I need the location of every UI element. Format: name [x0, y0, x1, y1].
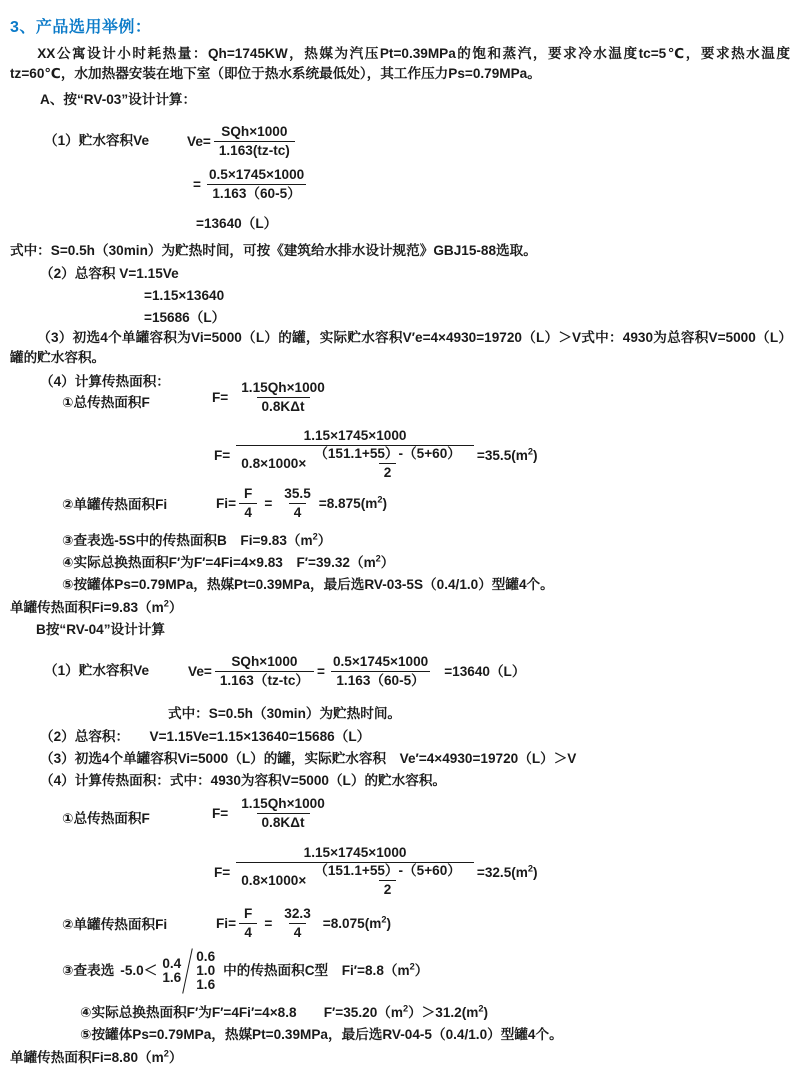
denominator: 4: [289, 503, 307, 521]
b-f2-inner-fraction: [309, 863, 466, 897]
a-step2-label: （2）总容积 V=1.15Ve: [40, 266, 179, 281]
b-table-prefix: ③查表选: [62, 963, 115, 979]
b-step1-eq2: =: [316, 664, 325, 680]
numerator: 1.15×1745×1000: [303, 845, 407, 861]
denominator: 0.8KΔt: [257, 813, 310, 831]
a-step1-fraction-2: [204, 167, 309, 201]
a-f1-label: ①总传热面积F: [62, 395, 150, 410]
numerator: 1.15×1745×1000: [303, 428, 407, 444]
b-f2-outer-fraction: [236, 845, 474, 898]
a-fi-formula: [216, 487, 387, 521]
denominator: [236, 445, 474, 481]
a-step2-line2: =1.15×13640: [144, 288, 225, 303]
b-step1-fraction-1: [215, 654, 314, 688]
a-step1-lhs: Ve=: [187, 134, 211, 150]
section-b-title: B按“RV-04”设计计算: [36, 622, 165, 637]
a-fi-fraction-1: [239, 486, 257, 520]
denominator: 1.163(tz-tc): [214, 141, 295, 159]
b-f1-lhs: F=: [212, 806, 229, 822]
denominator: 1.163（60-5）: [331, 671, 429, 689]
divider-bar-icon: [182, 948, 193, 993]
a-step5-select: ⑤按罐体Ps=0.79MPa，热媒Pt=0.39MPa，最后选RV-03-5S（0.4/1.0）型罐4个。: [62, 577, 554, 592]
section-heading: 3、产品选用举例：: [10, 19, 152, 36]
b-step1-formula: [188, 655, 525, 689]
denominator: 1.163（60-5）: [207, 184, 305, 202]
denominator: 4: [239, 503, 257, 521]
b-step1-result: =13640（L）: [444, 664, 526, 680]
a-fi-label: ②单罐传热面积Fi: [62, 497, 168, 512]
b-table-stack-left: 0.4 1.6: [162, 956, 182, 985]
denominator: 4: [289, 923, 307, 941]
a-f1-lhs: F=: [212, 390, 229, 406]
a-step1-result: =13640（L）: [196, 216, 278, 231]
numerator: 35.5: [284, 486, 311, 502]
denominator: 4: [239, 923, 257, 941]
b-step3: （3）初选4个单罐容积Vi=5000（L）的罐，实际贮水容积 Ve′=4×4930=19720（L）＞V: [40, 751, 577, 766]
b-footer: 单罐传热面积$Fi=8.80(m^2)$: [10, 1048, 183, 1065]
a-fi-eq: =: [264, 496, 273, 512]
a-f2-den-prefix: 0.8×1000×: [241, 456, 307, 472]
b-step4-actual: ④实际总换热面积F′为F′=4Fi′=4×8.8 $F'=35.20(m^2)>31.2(m^2)$: [80, 1003, 489, 1020]
a-f1-formula: [212, 381, 333, 415]
numerator: 32.3: [284, 906, 311, 922]
a-f2-inner-fraction: [309, 446, 466, 480]
denominator: 0.8KΔt: [257, 397, 310, 415]
b-fi-formula: [216, 907, 391, 941]
numerator: 0.5×1745×1000: [208, 167, 305, 183]
numerator: 0.5×1745×1000: [332, 654, 429, 670]
a-step1-formula-2: [193, 168, 312, 202]
a-step3: （3）初选4个单罐容积为Vi=5000（L）的罐，实际贮水容积V′e=4×4930=19720（L）＞V式中：4930为总容积V=5000（L）罐的贮水容积。: [10, 330, 792, 365]
b-f2-formula: [214, 846, 538, 899]
a-f1-fraction: [236, 380, 330, 414]
numerator: F: [244, 486, 253, 502]
numerator: SQh×1000: [221, 124, 288, 140]
denominator: 2: [379, 463, 397, 481]
a-step1-formula: [187, 125, 298, 159]
denominator: 1.163（tz-tc）: [215, 671, 314, 689]
b-f1-formula: [212, 797, 333, 831]
a-footer: 单罐传热面积$Fi=9.83(m^2)$: [10, 598, 183, 615]
a-f2-outer-fraction: [236, 428, 474, 481]
b-f2-den-prefix: 0.8×1000×: [241, 873, 307, 889]
b-step5-select: ⑤按罐体Ps=0.79MPa，热媒Pt=0.39MPa，最后选RV-04-5（0.4/1.0）型罐4个。: [80, 1027, 563, 1042]
b-note-1: 式中：S=0.5h（30min）为贮热时间。: [168, 706, 402, 721]
b-table-select-row: [62, 948, 428, 994]
b-table-stack-right: 0.6 1.0 1.6: [196, 949, 216, 992]
a-fi-result: $=8.875(m^2)$: [318, 494, 388, 512]
a-step4-label: （4）计算传热面积：: [40, 374, 170, 389]
b-f2-lhs: F=: [214, 864, 231, 880]
a-note-1: 式中：S=0.5h（30min）为贮热时间，可按《建筑给水排水设计规范》GBJ15-88选取。: [10, 243, 537, 258]
a-step1-fraction-1: [214, 124, 295, 158]
b-step4: （4）计算传热面积：式中：4930为容积V=5000（L）的贮水容积。: [40, 773, 447, 788]
b-step1-label: （1）贮水容积Ve: [44, 663, 149, 678]
b-fi-eq: =: [264, 916, 273, 932]
numerator: （151.1+55）-（5+60）: [314, 863, 461, 879]
numerator: 1.15Qh×1000: [241, 380, 325, 396]
numerator: （151.1+55）-（5+60）: [314, 446, 461, 462]
b-f2-result: $=32.5(m^2)$: [476, 863, 538, 880]
b-fi-fraction-1: [239, 906, 257, 940]
a-step2-line3: =15686（L）: [144, 310, 226, 325]
section-a-title: A、按“RV-03”设计计算：: [40, 92, 197, 107]
denominator: 2: [379, 880, 397, 898]
b-f1-fraction: [236, 796, 330, 830]
b-fi-result: $=8.075(m^2)$: [322, 914, 392, 932]
b-step2: （2）总容积： V=1.15Ve=1.15×13640=15686（L）: [40, 729, 371, 744]
numerator: SQh×1000: [231, 654, 298, 670]
a-step1-label: （1）贮水容积Ve: [44, 133, 149, 148]
b-fi-fraction-2: [279, 906, 315, 940]
b-f1-label: ①总传热面积F: [62, 811, 150, 826]
b-step1-lhs: Ve=: [188, 664, 212, 680]
a-fi-fraction-2: [279, 486, 315, 520]
a-f2-result: $=35.5(m^2)$: [476, 446, 538, 463]
b-table-lt: -5.0＜: [120, 963, 158, 979]
b-step1-fraction-2: [328, 654, 433, 688]
denominator: [236, 862, 474, 898]
a-step4-actual: ④实际总换热面积F′为F′=4Fi=4×9.83 $F'=39.32(m^2)$: [62, 553, 395, 570]
b-fi-label: ②单罐传热面积Fi: [62, 917, 168, 932]
a-step1-eq2: =: [193, 177, 201, 193]
b-table-suffix: 中的传热面积C型 $Fi'=8.8(m^2)$: [223, 961, 429, 979]
numerator: 1.15Qh×1000: [241, 796, 325, 812]
b-fi-lhs: Fi=: [216, 916, 237, 932]
a-f2-formula: [214, 429, 538, 482]
a-fi-lhs: Fi=: [216, 496, 237, 512]
intro-paragraph: XX公寓设计小时耗热量：Qh=1745KW，热媒为汽压Pt=0.39MPa的饱和蒸汽，要求冷水温度tc=5℃，要求热水温度tz=60℃，水加热器安装在地下室（即位于热水系统最低处），其工作压力Ps=0.79MPa。: [10, 46, 790, 81]
a-f2-lhs: F=: [214, 447, 231, 463]
numerator: F: [244, 906, 253, 922]
a-step3-table: ③查表选-5S中的传热面积B $Fi=9.83(m^2)$: [62, 531, 332, 548]
